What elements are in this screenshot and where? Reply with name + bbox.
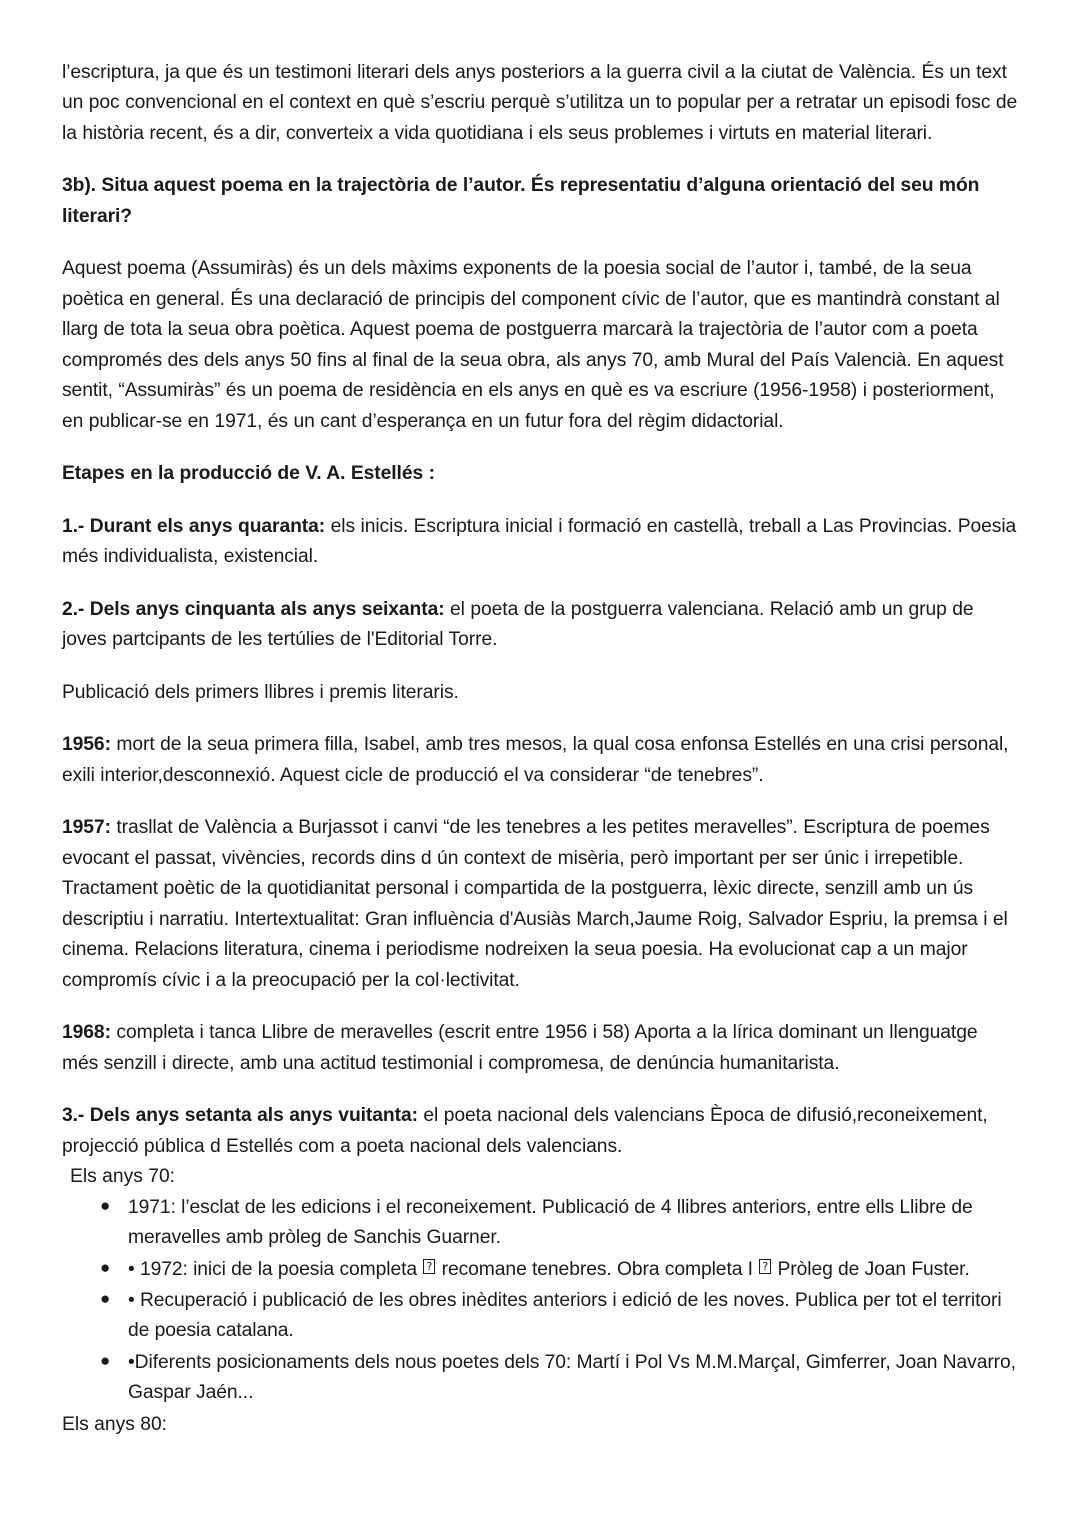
decade-70-bullet-list xyxy=(62,1193,1018,1409)
list-item-prefix: • xyxy=(128,1258,135,1280)
year-1956-text: mort de la seua primera filla, Isabel, amb tres mesos, la qual cosa enfonsa Estellés en una crisi personal, exili interior,desconnexió. Aquest cicle de producció el va considerar “de tenebres”. xyxy=(62,734,1009,786)
stage-3-label: 3.- Dels anys setanta als anys vuitanta: xyxy=(62,1105,418,1127)
bullet-marker-icon: ● xyxy=(100,1195,111,1215)
list-item xyxy=(62,1193,1018,1254)
stage-1-label: 1.- Durant els anys quaranta: xyxy=(62,515,326,537)
question-heading: 3b). Situa aquest poema en la trajectòria de l’autor. És representatiu d’alguna orientació del seu món literari? xyxy=(62,175,980,227)
list-item-text: 1971: l’esclat de les edicions i el reconeixement. Publicació de 4 llibres anteriors, entre ells Llibre de meravelles amb pròleg de Sanchis Guarner. xyxy=(128,1196,973,1249)
year-1968-text: completa i tanca Llibre de meravelles (escrit entre 1956 i 58) Aporta a la lírica dominant un llenguatge més senzill i directe, amb una actitud testimonial i compromesa, de denúncia humanitarista. xyxy=(62,1022,978,1074)
answer-paragraph: Aquest poema (Assumiràs) és un dels màxims exponents de la poesia social de l’autor i, també, de la seua poètica en general. És una declaració de principis del component cívic de l’autor, que es mantindrà constant al llarg de tota la seua obra poètica. Aquest poema de postguerra marcarà la trajectòria de l’autor com a poeta compromés des dels anys 50 fins al final de la seua obra, als anys 70, amb Mural del País Valencià. En aquest sentit, “Assumiràs” és un poema de residència en els anys en què es va escriure (1956-1958) i posteriorment, en publicar-se en 1971, és un cant d’esperança en un futur fora del règim didactorial. xyxy=(62,258,1004,432)
list-item xyxy=(62,1255,1018,1285)
year-1968-label: 1968: xyxy=(62,1022,111,1044)
year-1956-paragraph xyxy=(62,730,1018,791)
stage-2-label: 2.- Dels anys cinquanta als anys seixanta: xyxy=(62,598,445,620)
stage-1-text: els inicis. Escriptura inicial i formació en castellà, treball a Las Provincias. Poesia més individualista, existencial. xyxy=(62,515,1017,568)
list-item xyxy=(62,1286,1018,1347)
stage-3-paragraph xyxy=(62,1101,1018,1162)
list-item-text: Recuperació i publicació de les obres inèdites anteriors i edició de les noves. Publica per tot el territori de poesia catalana. xyxy=(128,1289,1002,1342)
year-1957-paragraph xyxy=(62,813,1018,996)
year-1957-text: trasllat de València a Burjassot i canvi “de les tenebres a les petites meravelles”. Escriptura de poemes evocant el passat, vivències, records dins d ún context de misèria, però important per ser únic i irrepetible. Tractament poètic de la quotidianitat personal i compartida de la postguerra, lèxic directe, senzill amb un ús descriptiu i narratiu. Intertextualitat: Gran influència d'Ausiàs March,Jaume Roig, Salvador Espriu, la premsa i el cinema. Relacions literatura, cinema i periodisme nodreixen la seua poesia. Ha evolucionat cap a un major compromís cívic i a la preocupació per la col·lectivitat. xyxy=(62,817,1008,991)
list-item-prefix: • xyxy=(128,1351,135,1373)
list-item-prefix: • xyxy=(128,1289,135,1311)
missing-glyph-box-icon: ? xyxy=(423,1259,435,1274)
decade-80-label: Els anys 80: xyxy=(62,1413,168,1435)
publication-note: Publicació dels primers llibres i premis literaris. xyxy=(62,681,459,703)
intro-paragraph: l’escriptura, ja que és un testimoni literari dels anys posteriors a la guerra civil a la ciutat de València. És un text un poc convencional en el context en què s’escriu perquè s’utilitza un to popular per a retratar un episodi fosc de la història recent, és a dir, converteix a vida quotidiana i els seus problemes i virtuts en material literari. xyxy=(62,62,1018,144)
stage-3-text: el poeta nacional dels valencians Època de difusió,reconeixement, projecció pública d Estellés com a poeta nacional dels valencians. xyxy=(62,1105,988,1157)
list-item-text-part-1: 1972: inici de la poesia completa xyxy=(134,1258,423,1280)
stage-2-paragraph xyxy=(62,595,1018,656)
missing-glyph-box-icon: ? xyxy=(759,1259,771,1274)
year-1956-label: 1956: xyxy=(62,734,111,756)
list-item-text-part-2: recomane tenebres. Obra completa I xyxy=(436,1258,759,1280)
stages-heading: Etapes en la producció de V. A. Estellés : xyxy=(62,463,435,485)
stage-1-paragraph xyxy=(62,512,1018,573)
bullet-marker-icon: ● xyxy=(100,1288,111,1308)
year-1957-label: 1957: xyxy=(62,817,111,839)
stage-2-text: el poeta de la postguerra valenciana. Relació amb un grup de joves partcipants de les tertúlies de l'Editorial Torre. xyxy=(62,598,974,651)
list-item-text: Diferents posicionaments dels nous poetes dels 70: Martí i Pol Vs M.M.Marçal, Gimferrer, Joan Navarro, Gaspar Jaén... xyxy=(128,1351,1016,1404)
bullet-marker-icon: ● xyxy=(100,1350,111,1370)
list-item xyxy=(62,1348,1018,1409)
decade-70-label: Els anys 70: xyxy=(70,1166,176,1188)
bullet-marker-icon: ● xyxy=(100,1257,111,1277)
list-item-text-part-3: Pròleg de Joan Fuster. xyxy=(772,1258,970,1280)
year-1968-paragraph xyxy=(62,1018,1018,1079)
